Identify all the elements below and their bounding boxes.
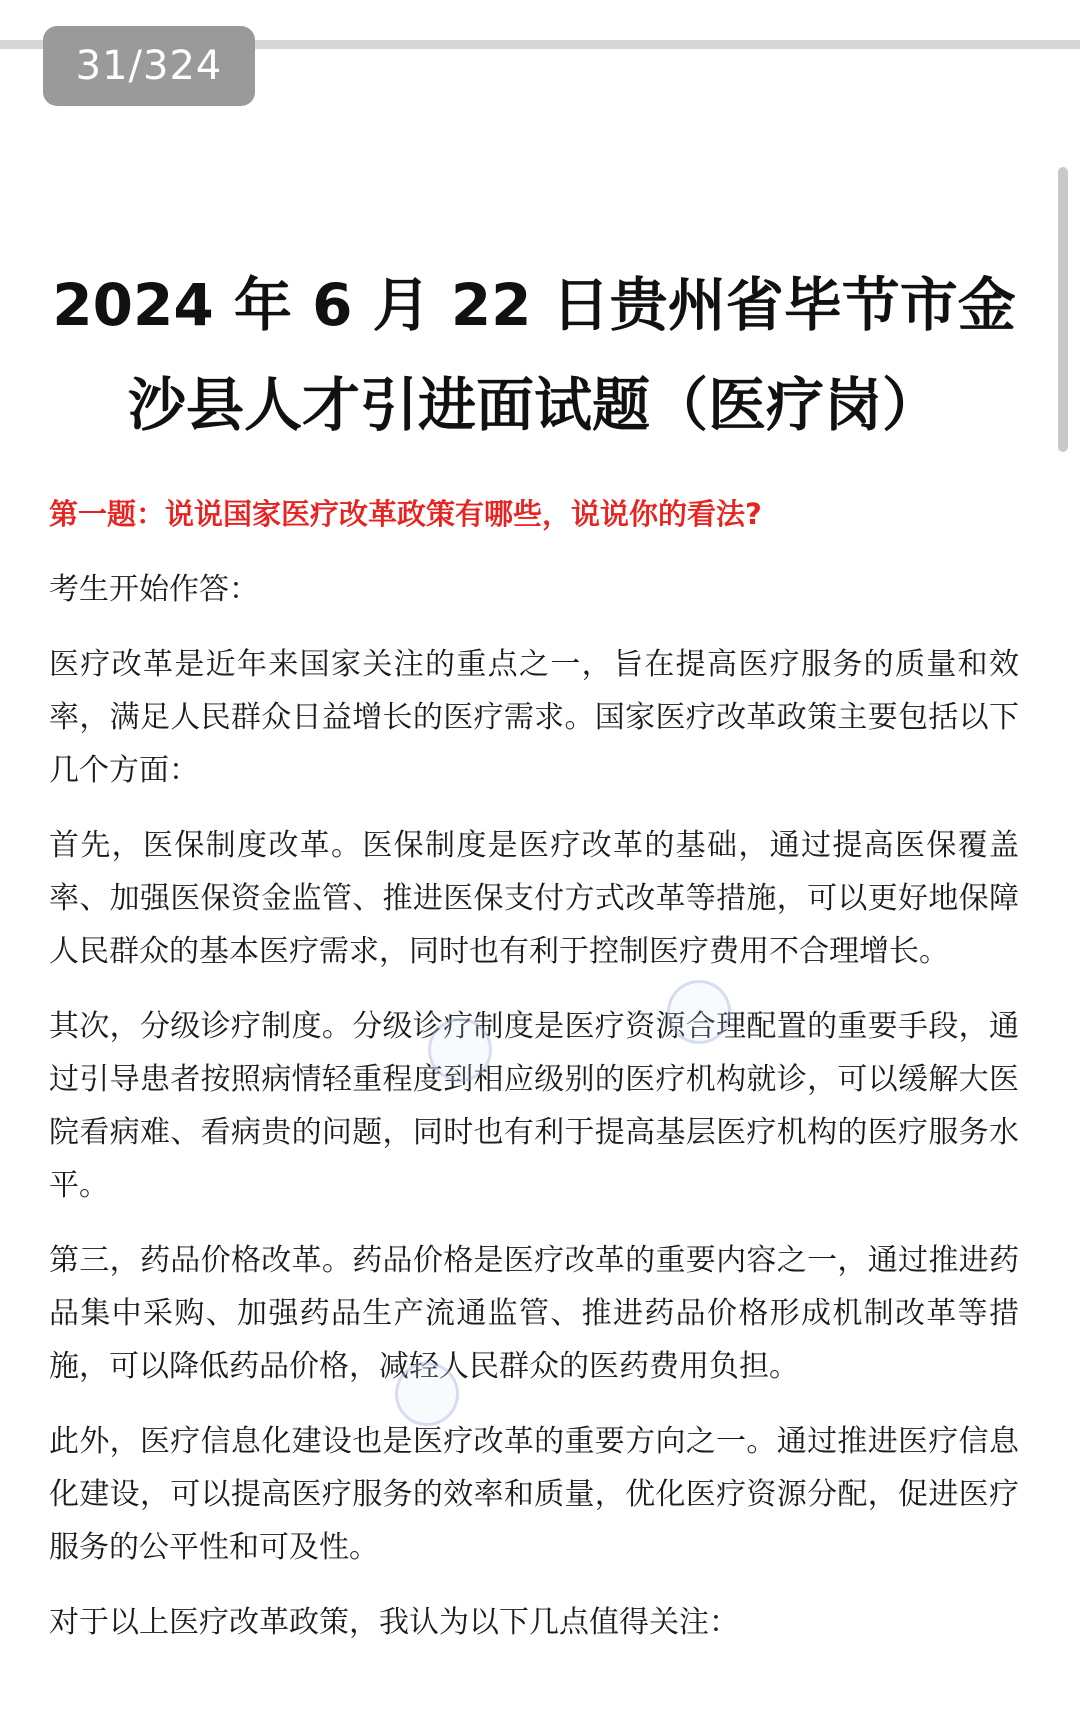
touch-indicator-ring [667, 980, 731, 1044]
paragraph-intro: 考生开始作答： [49, 572, 259, 607]
touch-indicator-ring [395, 1362, 459, 1426]
paragraph: 此外，医疗信息化建设也是医疗改革的重要方向之一。通过推进医疗信息化建设，可以提高医疗服务的效率和质量，优化医疗资源分配，促进医疗服务的公平性和可及性。 [49, 1424, 1019, 1565]
paragraph: 第三，药品价格改革。药品价格是医疗改革的重要内容之一，通过推进药品集中采购、加强药品生产流通监管、推进药品价格形成机制改革等措施，可以降低药品价格，减轻人民群众的医药费用负担。 [49, 1243, 1019, 1384]
page-indicator: 31/324 [43, 26, 255, 106]
scrollbar-thumb[interactable] [1058, 167, 1068, 452]
paragraph: 对于以上医疗改革政策，我认为以下几点值得关注： [49, 1605, 739, 1640]
document-title: 2024 年 6 月 22 日贵州省毕节市金沙县人才引进面试题（医疗岗） [52, 271, 1016, 439]
paragraph: 其次，分级诊疗制度。分级诊疗制度是医疗资源合理配置的重要手段，通过引导患者按照病情轻重程度到相应级别的医疗机构就诊，可以缓解大医院看病难、看病贵的问题，同时也有利于提高基层医疗机构的医疗服务水平。 [49, 1009, 1019, 1203]
question-heading: 第一题：说说国家医疗改革政策有哪些，说说你的看法? [49, 497, 762, 531]
touch-indicator-ring [428, 1018, 492, 1082]
document-page [49, 255, 1019, 1649]
paragraph: 医疗改革是近年来国家关注的重点之一，旨在提高医疗服务的质量和效率，满足人民群众日益增长的医疗需求。国家医疗改革政策主要包括以下几个方面： [49, 647, 1019, 788]
paragraph: 首先，医保制度改革。医保制度是医疗改革的基础，通过提高医保覆盖率、加强医保资金监管、推进医保支付方式改革等措施，可以更好地保障人民群众的基本医疗需求，同时也有利于控制医疗费用不合理增长。 [49, 828, 1019, 969]
